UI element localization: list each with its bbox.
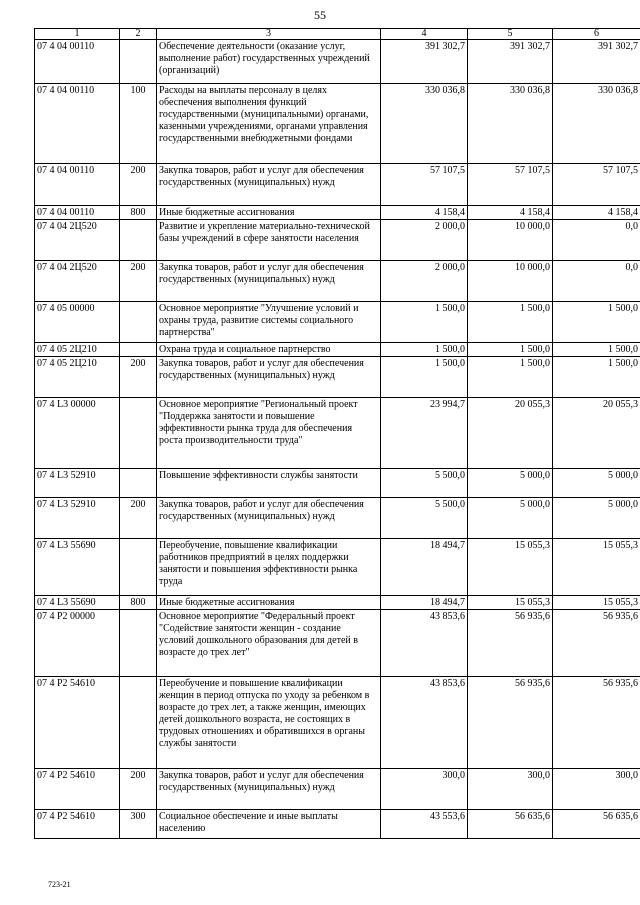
value-col4-cell: 330 036,8 bbox=[381, 84, 468, 164]
expense-type-cell bbox=[120, 610, 157, 677]
item-name-cell: Основное мероприятие "Улучшение условий и охраны труда, развитие системы социального партнерства" bbox=[157, 302, 381, 343]
item-name-cell: Закупка товаров, работ и услуг для обеспечения государственных (муниципальных) нужд bbox=[157, 498, 381, 539]
value-col5-cell: 56 935,6 bbox=[468, 610, 553, 677]
table-row bbox=[35, 677, 640, 769]
value-col6-cell: 56 935,6 bbox=[553, 610, 640, 677]
expense-type-cell bbox=[120, 398, 157, 469]
item-name-cell: Социальное обеспечение и иные выплаты населению bbox=[157, 810, 381, 839]
value-col4-cell: 1 500,0 bbox=[381, 302, 468, 343]
value-col6-cell: 1 500,0 bbox=[553, 343, 640, 357]
value-col5-cell: 1 500,0 bbox=[468, 343, 553, 357]
value-col5-cell: 10 000,0 bbox=[468, 220, 553, 261]
table-row bbox=[35, 206, 640, 220]
item-name-cell: Основное мероприятие "Федеральный проект "Содействие занятости женщин - создание условий дошкольного образования для детей в возрасте до трех лет" bbox=[157, 610, 381, 677]
item-name-cell: Иные бюджетные ассигнования bbox=[157, 206, 381, 220]
value-col4-cell: 1 500,0 bbox=[381, 343, 468, 357]
item-name-cell: Переобучение и повышение квалификации женщин в период отпуска по уходу за ребенком в возрасте до трех лет, а также женщин, имеющих детей дошкольного возраста, не состоящих в трудовых отношениях и обратившихся в органы службы занятости bbox=[157, 677, 381, 769]
value-col4-cell: 2 000,0 bbox=[381, 261, 468, 302]
value-col6-cell: 5 000,0 bbox=[553, 498, 640, 539]
value-col5-cell: 15 055,3 bbox=[468, 539, 553, 596]
value-col5-cell: 10 000,0 bbox=[468, 261, 553, 302]
item-name-cell: Закупка товаров, работ и услуг для обеспечения государственных (муниципальных) нужд bbox=[157, 261, 381, 302]
budget-code-cell: 07 4 P2 54610 bbox=[35, 769, 120, 810]
value-col4-cell: 23 994,7 bbox=[381, 398, 468, 469]
item-name-cell: Расходы на выплаты персоналу в целях обеспечения выполнения функций государственными (муниципальными) органами, казенными учреждениями, органами управления государственными внебюджетными фондами bbox=[157, 84, 381, 164]
value-col5-cell: 5 000,0 bbox=[468, 469, 553, 498]
table-row bbox=[35, 610, 640, 677]
expense-type-cell bbox=[120, 302, 157, 343]
value-col6-cell: 391 302,7 bbox=[553, 40, 640, 84]
value-col6-cell: 56 635,6 bbox=[553, 810, 640, 839]
table-row bbox=[35, 261, 640, 302]
expense-type-cell: 200 bbox=[120, 261, 157, 302]
value-col6-cell: 0,0 bbox=[553, 261, 640, 302]
column-header: 1 bbox=[35, 29, 120, 40]
value-col4-cell: 43 853,6 bbox=[381, 610, 468, 677]
value-col6-cell: 330 036,8 bbox=[553, 84, 640, 164]
value-col5-cell: 1 500,0 bbox=[468, 302, 553, 343]
column-header: 5 bbox=[468, 29, 553, 40]
expense-type-cell: 800 bbox=[120, 596, 157, 610]
expense-type-cell bbox=[120, 469, 157, 498]
column-header: 3 bbox=[157, 29, 381, 40]
table-row bbox=[35, 220, 640, 261]
table-row bbox=[35, 810, 640, 839]
expense-type-cell: 100 bbox=[120, 84, 157, 164]
expense-type-cell bbox=[120, 40, 157, 84]
value-col6-cell: 300,0 bbox=[553, 769, 640, 810]
item-name-cell: Повышение эффективности службы занятости bbox=[157, 469, 381, 498]
budget-code-cell: 07 4 04 2Ц520 bbox=[35, 261, 120, 302]
value-col4-cell: 300,0 bbox=[381, 769, 468, 810]
budget-code-cell: 07 4 04 00110 bbox=[35, 40, 120, 84]
budget-code-cell: 07 4 L3 52910 bbox=[35, 498, 120, 539]
table-row bbox=[35, 84, 640, 164]
expense-type-cell: 200 bbox=[120, 498, 157, 539]
value-col6-cell: 20 055,3 bbox=[553, 398, 640, 469]
budget-code-cell: 07 4 L3 00000 bbox=[35, 398, 120, 469]
item-name-cell: Развитие и укрепление материально-технической базы учреждений в сфере занятости населения bbox=[157, 220, 381, 261]
column-header: 2 bbox=[120, 29, 157, 40]
item-name-cell: Охрана труда и социальное партнерство bbox=[157, 343, 381, 357]
table-row bbox=[35, 164, 640, 206]
item-name-cell: Закупка товаров, работ и услуг для обеспечения государственных (муниципальных) нужд bbox=[157, 357, 381, 398]
expense-type-cell bbox=[120, 220, 157, 261]
expense-type-cell: 300 bbox=[120, 810, 157, 839]
table-row bbox=[35, 40, 640, 84]
value-col4-cell: 43 553,6 bbox=[381, 810, 468, 839]
value-col4-cell: 57 107,5 bbox=[381, 164, 468, 206]
value-col5-cell: 300,0 bbox=[468, 769, 553, 810]
budget-code-cell: 07 4 P2 00000 bbox=[35, 610, 120, 677]
budget-code-cell: 07 4 L3 55690 bbox=[35, 539, 120, 596]
value-col4-cell: 2 000,0 bbox=[381, 220, 468, 261]
table-row bbox=[35, 498, 640, 539]
document-code: 723-21 bbox=[48, 880, 71, 889]
value-col6-cell: 56 935,6 bbox=[553, 677, 640, 769]
table-row bbox=[35, 769, 640, 810]
value-col5-cell: 391 302,7 bbox=[468, 40, 553, 84]
value-col4-cell: 4 158,4 bbox=[381, 206, 468, 220]
item-name-cell: Переобучение, повышение квалификации работников предприятий в целях поддержки занятости и повышения эффективности рынка труда bbox=[157, 539, 381, 596]
value-col4-cell: 5 500,0 bbox=[381, 469, 468, 498]
value-col6-cell: 57 107,5 bbox=[553, 164, 640, 206]
item-name-cell: Обеспечение деятельности (оказание услуг, выполнение работ) государственных учреждений (организаций) bbox=[157, 40, 381, 84]
table-row bbox=[35, 469, 640, 498]
budget-code-cell: 07 4 P2 54610 bbox=[35, 810, 120, 839]
value-col4-cell: 1 500,0 bbox=[381, 357, 468, 398]
table-row bbox=[35, 343, 640, 357]
value-col5-cell: 15 055,3 bbox=[468, 596, 553, 610]
expense-type-cell bbox=[120, 343, 157, 357]
budget-code-cell: 07 4 L3 55690 bbox=[35, 596, 120, 610]
budget-code-cell: 07 4 L3 52910 bbox=[35, 469, 120, 498]
budget-code-cell: 07 4 05 2Ц210 bbox=[35, 343, 120, 357]
value-col4-cell: 18 494,7 bbox=[381, 596, 468, 610]
expense-type-cell: 800 bbox=[120, 206, 157, 220]
table-row bbox=[35, 398, 640, 469]
expense-type-cell bbox=[120, 677, 157, 769]
budget-code-cell: 07 4 05 2Ц210 bbox=[35, 357, 120, 398]
value-col5-cell: 1 500,0 bbox=[468, 357, 553, 398]
value-col5-cell: 20 055,3 bbox=[468, 398, 553, 469]
table-row bbox=[35, 302, 640, 343]
value-col6-cell: 0,0 bbox=[553, 220, 640, 261]
expense-type-cell bbox=[120, 539, 157, 596]
budget-table bbox=[34, 28, 640, 839]
expense-type-cell: 200 bbox=[120, 164, 157, 206]
item-name-cell: Основное мероприятие "Региональный проект "Поддержка занятости и повышение эффективности рынка труда для обеспечения роста производительности труда" bbox=[157, 398, 381, 469]
value-col6-cell: 1 500,0 bbox=[553, 357, 640, 398]
item-name-cell: Закупка товаров, работ и услуг для обеспечения государственных (муниципальных) нужд bbox=[157, 164, 381, 206]
value-col4-cell: 43 853,6 bbox=[381, 677, 468, 769]
expense-type-cell: 200 bbox=[120, 769, 157, 810]
table-row bbox=[35, 596, 640, 610]
table-header-row bbox=[35, 29, 640, 40]
page-number: 55 bbox=[314, 8, 326, 22]
budget-code-cell: 07 4 04 00110 bbox=[35, 164, 120, 206]
value-col6-cell: 15 055,3 bbox=[553, 596, 640, 610]
budget-code-cell: 07 4 P2 54610 bbox=[35, 677, 120, 769]
value-col5-cell: 330 036,8 bbox=[468, 84, 553, 164]
budget-code-cell: 07 4 04 00110 bbox=[35, 84, 120, 164]
value-col5-cell: 5 000,0 bbox=[468, 498, 553, 539]
budget-code-cell: 07 4 04 2Ц520 bbox=[35, 220, 120, 261]
budget-code-cell: 07 4 05 00000 bbox=[35, 302, 120, 343]
value-col5-cell: 56 635,6 bbox=[468, 810, 553, 839]
value-col5-cell: 57 107,5 bbox=[468, 164, 553, 206]
item-name-cell: Иные бюджетные ассигнования bbox=[157, 596, 381, 610]
value-col6-cell: 1 500,0 bbox=[553, 302, 640, 343]
value-col5-cell: 56 935,6 bbox=[468, 677, 553, 769]
value-col6-cell: 5 000,0 bbox=[553, 469, 640, 498]
column-header: 4 bbox=[381, 29, 468, 40]
budget-code-cell: 07 4 04 00110 bbox=[35, 206, 120, 220]
value-col4-cell: 5 500,0 bbox=[381, 498, 468, 539]
table-row bbox=[35, 357, 640, 398]
item-name-cell: Закупка товаров, работ и услуг для обеспечения государственных (муниципальных) нужд bbox=[157, 769, 381, 810]
table-row bbox=[35, 539, 640, 596]
expense-type-cell: 200 bbox=[120, 357, 157, 398]
value-col6-cell: 15 055,3 bbox=[553, 539, 640, 596]
value-col4-cell: 391 302,7 bbox=[381, 40, 468, 84]
value-col5-cell: 4 158,4 bbox=[468, 206, 553, 220]
column-header: 6 bbox=[553, 29, 640, 40]
value-col6-cell: 4 158,4 bbox=[553, 206, 640, 220]
value-col4-cell: 18 494,7 bbox=[381, 539, 468, 596]
